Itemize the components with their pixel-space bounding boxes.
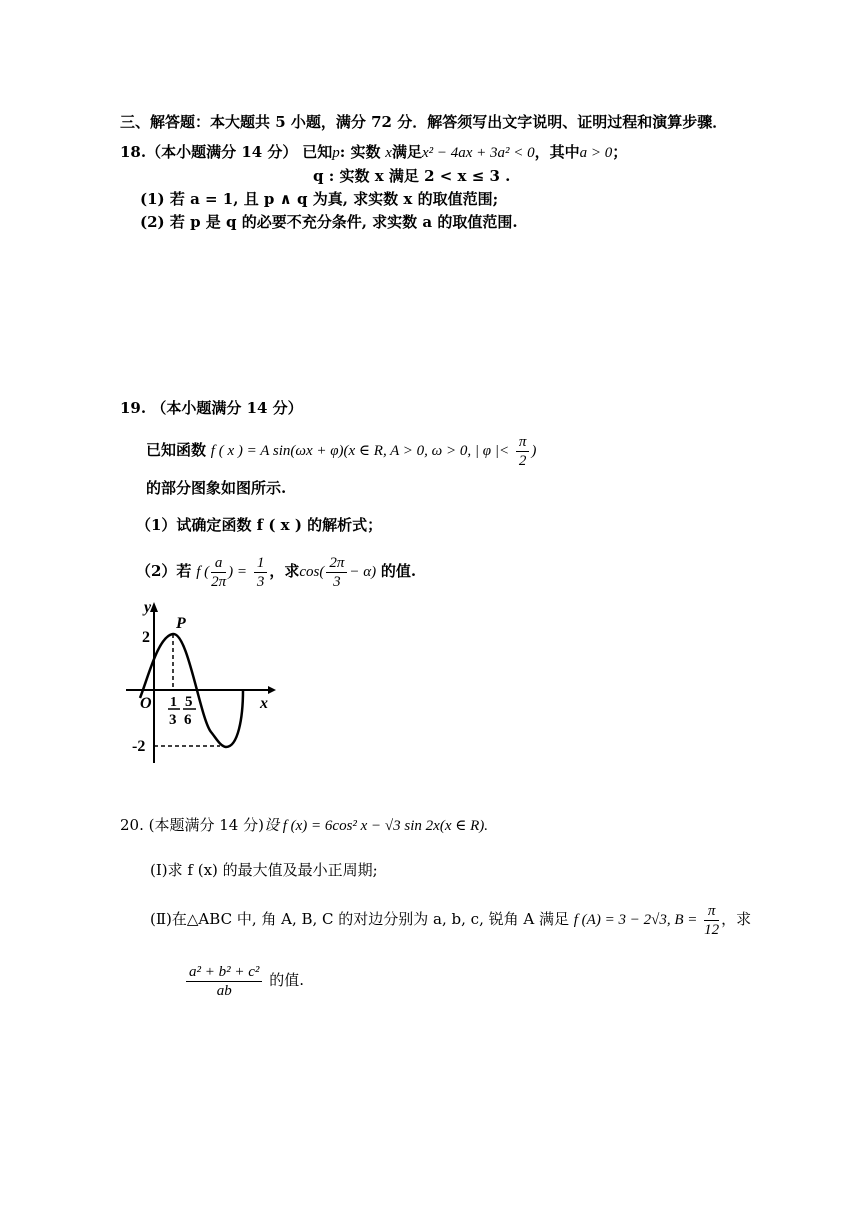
q20-expression — [184, 960, 304, 1000]
q20-expr-end: 的值. — [269, 971, 304, 989]
q19-pi-over-2: $\frac{\pi}{2}$ — [516, 433, 530, 470]
q18-p: p — [332, 145, 340, 161]
q19-tag: （本小题满分 14 分） — [151, 399, 303, 417]
q19-stem-prefix: 已知函数 — [146, 441, 207, 459]
q19-part2-eq: ) = — [228, 564, 248, 580]
q20-frac-abc-over-ab: $\frac{\text{a² + b² + c²}}{ab}$ — [186, 963, 262, 1000]
q19-func-end: ) — [531, 443, 537, 459]
q20-part2-B: , B = — [666, 912, 698, 928]
tick-one-third-den: 3 — [169, 712, 177, 728]
q20-part2-prefix: (Ⅱ)在△ABC 中, 角 A, B, C 的对边分别为 a, b, c, 锐角 A 满足 — [150, 910, 569, 928]
q18-part1: (1) 若 a = 1, 且 p ∧ q 为真, 求实数 x 的取值范围; — [140, 190, 499, 208]
graph-ymax-label: 2 — [142, 629, 150, 646]
graph-x-label: x — [260, 695, 268, 712]
q18-tag: （本小题满分 14 分） — [146, 143, 298, 161]
q19-frac-one-third: $\frac{1}{3}$ — [254, 554, 268, 591]
q18-inequality: x² − 4ax + 3a² < 0 — [421, 145, 535, 161]
q20-part2-cond: f (A) = 3 − 2√3 — [573, 912, 667, 928]
q19-header — [120, 398, 303, 418]
q19-stem-line2: 的部分图象如图所示. — [146, 479, 287, 497]
y-axis-arrow — [150, 602, 158, 612]
q18-stem-mid3: ，其中 — [534, 143, 580, 161]
q19-part2-cos: cos( — [299, 564, 325, 580]
q19-number: 19. — [120, 399, 147, 417]
q18-stem-end: ； — [612, 143, 628, 161]
q20-tag: (本题满分 14 分) — [148, 816, 264, 834]
q18-number: 18. — [120, 143, 147, 161]
q18-part2: (2) 若 p 是 q 的必要不充分条件, 求实数 a 的取值范围. — [140, 213, 518, 231]
q20-part1: (Ⅰ)求 f (x) 的最大值及最小正周期; — [150, 861, 378, 879]
q20-function: 设 f (x) = 6cos² x − √3 sin 2x(x ∈ R). — [263, 818, 488, 834]
q20-frac-pi-over-12: $\frac{\pi}{12}$ — [704, 902, 720, 938]
q18-q-line: q : 实数 x 满足 2 < x ≤ 3 . — [313, 167, 511, 185]
q18-x: x — [385, 145, 392, 161]
tick-five-sixths-num: 5 — [185, 694, 193, 710]
graph-y-label: y — [144, 599, 152, 616]
q19-part2-end: 的值. — [380, 562, 417, 580]
q18-condition: a > 0 — [579, 145, 613, 161]
q19-sine-graph — [118, 598, 278, 768]
q19-part2-mid: ，求 — [269, 562, 300, 580]
q18-stem — [120, 142, 627, 163]
section-header: 三、解答题：本大题共 5 小题，满分 72 分．解答须写出文字说明、证明过程和演算步骤． — [120, 113, 728, 131]
graph-peak-label: P — [176, 615, 186, 632]
q20-number: 20. — [120, 816, 144, 834]
q19-frac-a-over-2pi: $\frac{a}{2\pi}$ — [211, 554, 227, 590]
q19-function: f ( x ) = A sin(ωx + φ)(x ∈ R, A > 0, ω > 0, | φ |< — [210, 443, 510, 459]
q19-part2 — [136, 552, 416, 591]
q19-part2-minus: − α) — [349, 564, 377, 580]
q20-part2-end: ，求 — [721, 910, 752, 928]
tick-five-sixths-den: 6 — [184, 712, 192, 728]
x-axis-arrow — [268, 686, 276, 694]
q19-frac-2pi-over-3: $\frac{2\pi}{3}$ — [326, 554, 347, 591]
q19-part2-prefix: （2）若 — [136, 562, 192, 580]
graph-ymin-label: -2 — [132, 738, 146, 755]
tick-one-third-num: 1 — [170, 695, 177, 710]
q19-part2-f: f ( — [196, 564, 210, 580]
graph-origin-label: O — [140, 695, 152, 712]
q19-stem — [146, 432, 536, 470]
q18-stem-mid2: 满足 — [391, 143, 422, 161]
q18-stem-mid: : 实数 — [339, 143, 381, 161]
q19-part1: （1）试确定函数 f ( x ) 的解析式； — [136, 516, 383, 534]
q18-stem-prefix: 已知 — [302, 143, 333, 161]
q20-part2 — [150, 900, 751, 939]
q20-stem — [120, 815, 488, 836]
